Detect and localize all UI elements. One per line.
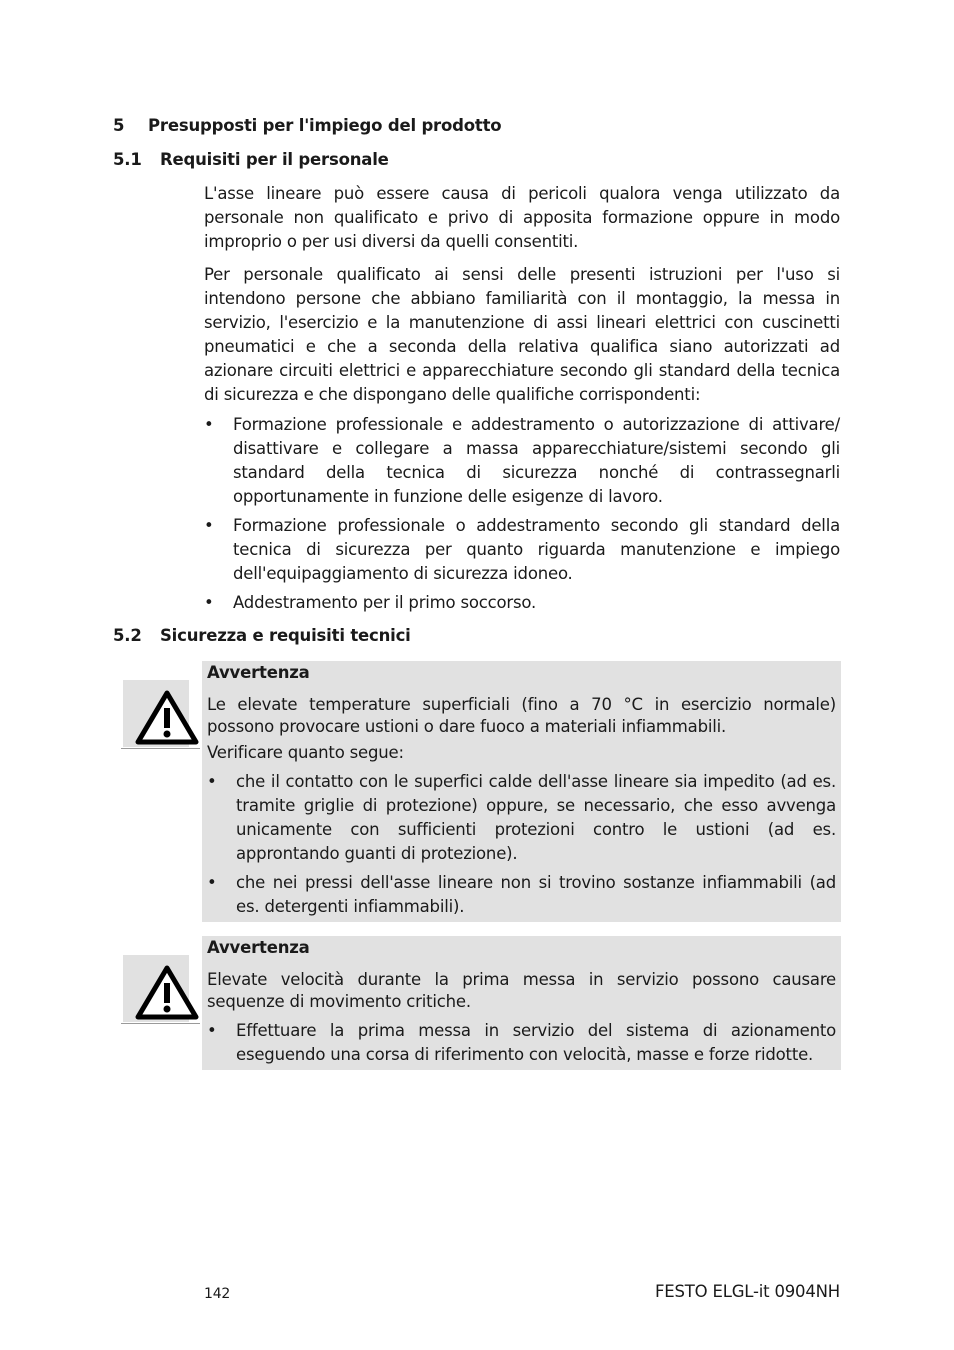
paragraph: L'asse lineare può essere causa di pericoli qualora venga utilizzato da personale non qualificato e privo di apposita formazione oppure in modo improprio o per usi diversi da quelli consentiti.	[204, 184, 840, 251]
subsection-title: Sicurezza e requisiti tecnici	[160, 626, 411, 645]
list-item-text: Formazione professionale e addestramento o autorizzazione di attivare/ disattivare e collegare a massa apparecchiature/sistemi secondo gli standard della tecnica di sicurezza nonché di contrassegnarli opportunamente in funzione delle esigenze di lavoro.	[233, 415, 840, 506]
warning-triangle-icon	[135, 690, 199, 746]
warning-instruction: Verificare quanto segue:	[207, 743, 404, 762]
warning-title: Avvertenza	[207, 938, 310, 957]
document-id: FESTO ELGL-it 0904NH	[654, 1282, 840, 1301]
warning-icon-box	[121, 680, 200, 749]
subsection-heading	[113, 626, 813, 648]
warning-text: Elevate velocità durante la prima messa in servizio possono causare sequenze di movimento critiche.	[207, 970, 836, 1011]
bullet: •	[207, 873, 217, 892]
list-item	[204, 514, 840, 586]
list-item-text: Formazione professionale o addestramento secondo gli standard della tecnica di sicurezza per quanto riguarda manutenzione e impiego dell'equipaggiamento di sicurezza idoneo.	[233, 516, 840, 583]
subsection-number: 5.1	[113, 150, 142, 169]
subsection-number: 5.2	[113, 626, 142, 645]
bullet: •	[204, 516, 214, 535]
list-item-text: Addestramento per il primo soccorso.	[233, 593, 537, 612]
bullet: •	[207, 772, 217, 791]
section-title: Presupposti per l'impiego del prodotto	[148, 116, 502, 135]
section-heading	[113, 116, 813, 138]
page-number: 142	[204, 1286, 231, 1302]
list-item	[207, 770, 836, 866]
list-item	[204, 413, 840, 509]
warning-box	[202, 936, 841, 1070]
list-item	[204, 591, 840, 615]
warning-icon-box	[121, 955, 200, 1024]
warning-list	[207, 1019, 836, 1067]
list-item-text: che nei pressi dell'asse lineare non si trovino sostanze infiammabili (ad es. detergenti infiammabili).	[236, 873, 836, 916]
subsection-title: Requisiti per il personale	[160, 150, 389, 169]
warning-title: Avvertenza	[207, 663, 310, 682]
list-item-text: che il contatto con le superfici calde dell'asse lineare sia impedito (ad es. tramite griglie di protezione) oppure, se necessario, che esso avvenga unicamente con sufficienti protezioni contro le ustioni (ad es. approntando guanti di protezione).	[236, 772, 836, 863]
list-item	[207, 871, 836, 919]
paragraph: Per personale qualificato ai sensi delle presenti istruzioni per l'uso si intendono persone che abbiano familiarità con il montaggio, la messa in servizio, l'esercizio e la manutenzione di assi lineari elettrici con cuscinetti pneumatici e che a seconda della relativa qualifica siano autorizzati ad azionare circuiti elettrici e apparecchiature secondo gli standard della tecnica di sicurezza e che dispongano delle qualifiche corrispondenti:	[204, 265, 840, 404]
bullet: •	[204, 593, 214, 612]
list-item-text: Effettuare la prima messa in servizio del sistema di azionamento eseguendo una corsa di riferimento con velocità, masse e forze ridotte.	[236, 1021, 836, 1064]
section-number: 5	[113, 116, 125, 135]
warning-list	[207, 770, 836, 919]
subsection-heading	[113, 150, 813, 172]
qualification-list	[204, 413, 840, 620]
bullet: •	[207, 1021, 217, 1040]
warning-text: Le elevate temperature superficiali (fino a 70 °C in esercizio normale) possono provocare ustioni o dare fuoco a materiali infiammabili.	[207, 695, 836, 736]
warning-box	[202, 661, 841, 922]
bullet: •	[204, 415, 214, 434]
warning-triangle-icon	[135, 965, 199, 1021]
list-item	[207, 1019, 836, 1067]
